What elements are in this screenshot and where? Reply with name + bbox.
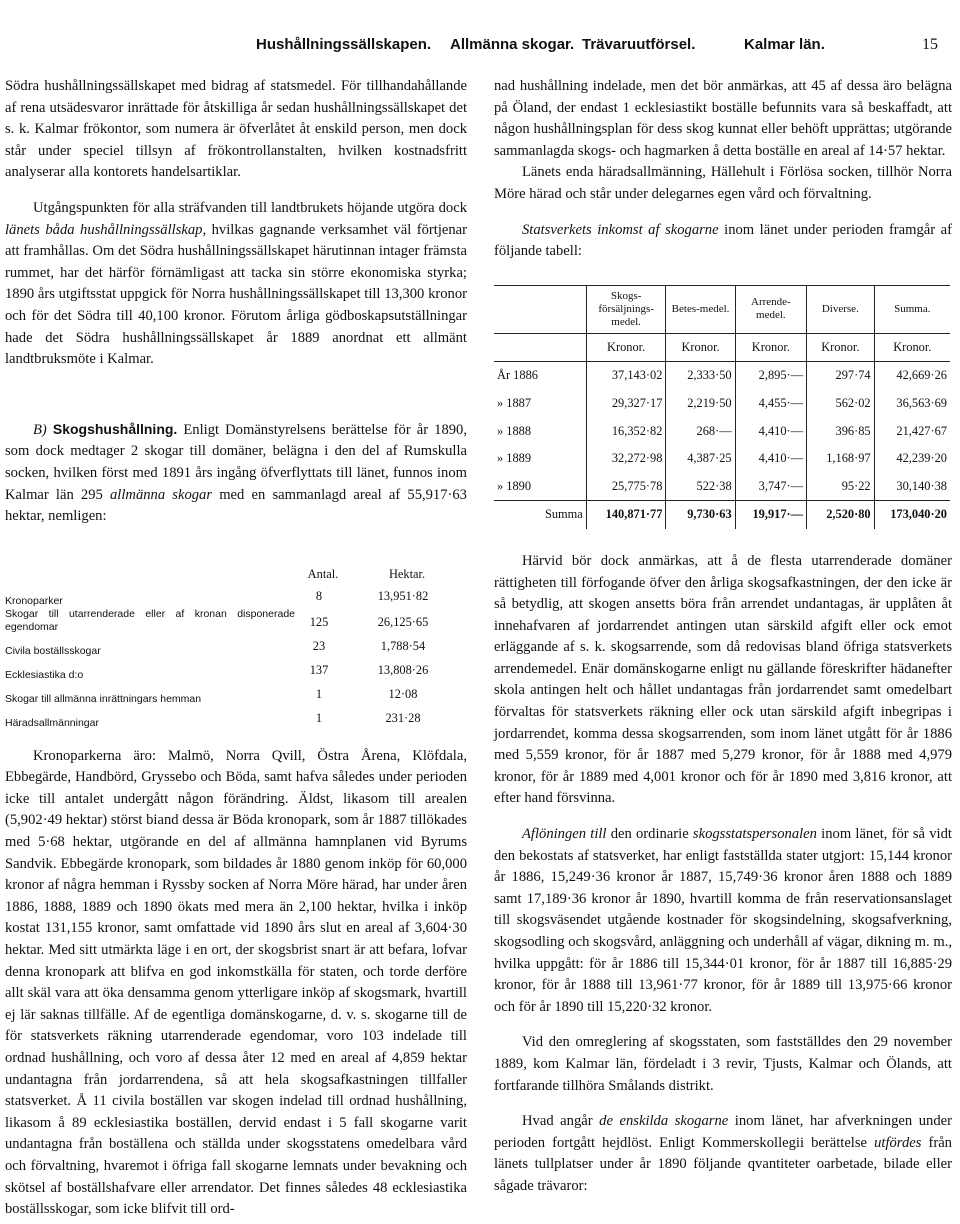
row-area: 26,125·65 <box>377 615 429 630</box>
row-area: 12·08 <box>388 687 418 702</box>
row-label: Häradsallmänningar <box>5 716 99 729</box>
row-label: Civila boställsskogar <box>5 644 101 657</box>
row-value: 1,168·97 <box>807 445 875 473</box>
column-header-sales: Skogs-försäljnings-medel. <box>586 285 666 333</box>
table-row <box>494 390 950 418</box>
forest-area-table <box>5 564 467 730</box>
row-value: 522·38 <box>666 473 735 501</box>
row-count: 137 <box>309 663 329 678</box>
left-paragraph-4: Kronoparkerna äro: Malmö, Norra Qvill, Östra Årena, Klöfdala, Ebbegärde, Handbörd, Gryssebo och Böda, samt hafva således under perioden icke till antalet undergått någon förändring. Äldst, likasom till arealen (5,902·49 hektar) störst biand dessa är Böda kronopark, som år 1887 tillökades med 5·68 hektar, utgörande en del af allmänna hamnplanen vid Byrums Sandvik. Ebbegärde kronopark, som bildades år 1880 genom inköp för 60,000 kronor af några hemman i Ryssby socken af Norra Möre härad, har under åren 1886, 1888, 1889 och 1890 ökats med mera än 2,100 hektar, hvilka i inköp kostat 131,155 kronor, samt omfattade vid 1890 års slut en areal af 3,604·30 hektar. Med sitt utmärkta läge i en ort, der skogsbrist snart är att befara, lofvar denna kronopark att blifva en god inkomstkälla för staten, och torde derföre allt skäl vara att öka densamma genom ytterligare inköp af skogsmark, hvartill ej lär saknas tillfälle. Af de egentliga domänskogarne, d. v. s. skogarne till de för statsverkets räkning utarrenderade egendomar, voro 103 indelade till ordnad hushållning, och voro af dessa åter 12 med en areal af 4,859 hektar undantagna från jordarrendena, så att hela skogsafkastningen tillfaller statsverket. Å 11 civila boställen var skogen indelad till ordnad hushållning, likasom å 89 ecklesiastika boställen, dervid endast i 5 fall skogarne varit undantagna från boställena och ställda under skogsstatens omedelbara vård och förvaltning, hvaremot i öfriga fall skogarne lemnats under bevakning och skötsel af boställshafvare eller arrendator. Det finnes således 48 ecklesiastika boställsskogar, som icke blifvit till ord- <box>5 747 467 1218</box>
column-header-misc: Diverse. <box>807 285 875 333</box>
row-area: 1,788·54 <box>380 639 426 654</box>
row-year: » 1889 <box>497 451 532 466</box>
row-count: 1 <box>315 711 323 726</box>
left-column <box>5 76 467 1221</box>
table-row <box>494 473 950 501</box>
column-header-count: Antal. <box>307 566 339 581</box>
row-area: 231·28 <box>385 711 421 726</box>
row-value: 21,427·67 <box>874 418 950 446</box>
row-year: » 1890 <box>497 478 532 493</box>
right-column <box>494 76 952 1198</box>
forest-area-table-header <box>5 564 467 584</box>
table-row <box>494 362 950 390</box>
table-row <box>5 584 467 608</box>
sum-label: Summa <box>494 501 586 529</box>
page-number: 15 <box>922 36 938 53</box>
row-value: 42,669·26 <box>874 362 950 390</box>
header-section-4: Kalmar län. <box>744 36 825 53</box>
sum-cell: 2,520·80 <box>807 501 875 529</box>
right-paragraph-1: nad hushållning indelade, men det bör anmärkas, att 45 af dessa äro belägna på Öland, der endast 1 ecklesiastikt boställe befunnits vara så beskaffadt, att någon hushållningsplan för dess skog kunnat eller behöft upprättas; utgörande sammanlagda skogs- och hagmarken å detta boställe en areal af 14·57 hektar. <box>494 78 952 159</box>
row-area: 13,951·82 <box>377 589 429 604</box>
table-row <box>5 682 467 706</box>
right-paragraph-6: Vid den omreglering af skogsstaten, som fastställdes den 29 november 1889, kom Kalmar län, fördeladt i 3 revir, Tjusts, Kalmar och Ölands, att fortfarande tillhöra Smålands distrikt. <box>494 1034 952 1094</box>
row-value: 36,563·69 <box>874 390 950 418</box>
row-value: 268·— <box>666 418 735 446</box>
sum-cell: 9,730·63 <box>666 501 735 529</box>
row-value: 29,327·17 <box>586 390 666 418</box>
right-paragraph-5: Aflöningen till den ordinarie skogsstatspersonalen inom länet, för så vidt den bekostats af statsverket, har enligt fastställda stater utgjort: 15,144 kronor år 1886, 15,249·36 kronor år 1887, 15,749·36 kronor åren 1888 och 1889 samt 17,189·36 kronor år 1890, hvartill komma de från reservationsanslaget till skogsväsendet utgående kostnader för skogsindelning, skogsafverkning, skogsodling och skogsvård, anläggning och underhåll af vägar, dikning m. m., hvilka uppgått: för år 1886 till 15,344·01 kronor, för år 1887 till 16,885·29 kronor, för år 1888 till 13,961·77 kronor, för år 1889 till 13,975·66 kronor och för år 1890 till 15,220·32 kronor. <box>494 826 952 1015</box>
row-value: 297·74 <box>807 362 875 390</box>
right-paragraph-3: Statsverkets inkomst af skogarne inom länet under perioden framgår af följande tabell: <box>494 221 953 260</box>
column-header-area: Hektar. <box>388 566 426 581</box>
row-value: 2,895·— <box>735 362 806 390</box>
row-label: Kronoparker <box>5 594 63 607</box>
row-value: 4,455·— <box>735 390 806 418</box>
sum-cell: 19,917·— <box>735 501 806 529</box>
unit-label: Kronor. <box>807 333 875 362</box>
row-year: » 1887 <box>497 395 532 410</box>
row-label: Skogar till allmänna inrättningars hemman <box>5 692 202 705</box>
row-value: 95·22 <box>807 473 875 501</box>
row-label: Skogar till utarrenderade eller af kronan disponerade egendomar <box>5 607 295 633</box>
table-row <box>494 418 950 446</box>
row-label: Ecklesiastika d:o <box>5 668 84 681</box>
header-section-3: Trävaruutförsel. <box>582 36 696 53</box>
row-value: 396·85 <box>807 418 875 446</box>
table-row <box>5 706 467 730</box>
left-paragraph-3: B) Skogshushållning. Enligt Domänstyrelsens berättelse för år 1890, som dock medtager 2 skogar till domäner, belägna i den del af Rumskulla socken, hvilken först med 1891 års ingång öfverflyttats till länet, funnos inom Kalmar län 295 allmänna skogar med en sammanlagd areal af 55,917·63 hektar, nemligen: <box>5 420 467 525</box>
income-table-body <box>494 362 950 501</box>
row-value: 4,410·— <box>735 418 806 446</box>
unit-label: Kronor. <box>666 333 735 362</box>
right-paragraph-2: Länets enda häradsallmänning, Hällehult i Förlösa socken, tillhör Norra Möre härad och står under delegarnes egen vård och förvaltning. <box>494 164 952 202</box>
forest-income-table <box>494 285 950 529</box>
right-paragraph-4: Härvid bör dock anmärkas, att å de flesta utarrenderade domäner rättigheten till förfogande öfver den årliga skogsafkastningen, der den icke är så betydlig, att skogen ansetts böra från arrendet undantagas, är upplåten åt innehafvaren af jordarrendet antingen utan särskild afgift eller ock emot erläggande af s. k. skogsarrende, som då redovisas bland öfriga statsverkets arrendemedel. Enär domänskogarne enligt nu gällande föreskrifter hädanefter skola antingen helt och hållet undantagas från jordarrendet samt omedelbart förvaltas för statsverkets räkning eller ock utan särskild afgift inbegripas i jordarrendet, komma dessa skogsarrenden, som inom länet utgått för år 1886 med 5,559 kronor, för år 1887 med 5,279 kronor, för år 1888 med 4,979 kronor, för år 1889 med 4,001 kronor och för år 1890 med 3,816 kronor, att efter hand försvinna. <box>494 552 952 807</box>
row-value: 42,239·20 <box>874 445 950 473</box>
unit-label: Kronor. <box>735 333 806 362</box>
header-section-1: Hushållningssällskapen. <box>256 36 432 53</box>
income-table-units-row <box>494 333 950 362</box>
row-value: 32,272·98 <box>586 445 666 473</box>
row-value: 30,140·38 <box>874 473 950 501</box>
header-section-2: Allmänna skogar. <box>450 36 575 53</box>
row-value: 2,219·50 <box>666 390 735 418</box>
row-value: 3,747·— <box>735 473 806 501</box>
column-header-grazing: Betes-medel. <box>666 285 735 333</box>
running-header <box>256 36 940 58</box>
table-row <box>5 634 467 658</box>
left-paragraph-2: Utgångspunkten för alla sträfvanden till landtbrukets höjande utgöra dock länets båda hushållningssällskap, hvilkas gagnande verksamhet väl förtjenar att framhållas. Om det Södra hushållningssällskapet härutinnan intager främsta rummet, har det härför förnämligast att tacka sin större ekonomiska styrka; 1890 års utgiftsstat uppgick för Norra hushållningssällskapet till 13,300 kronor och för det Södra till 40,100 kronor. Förutom årliga gödboskapsutställningar hade det Södra hushållningssällskapet år 1889 anordnat ett allmänt landtbruksmöte i Kalmar. <box>5 199 467 368</box>
table-row <box>5 658 467 682</box>
year-column-header <box>494 285 586 333</box>
row-value: 16,352·82 <box>586 418 666 446</box>
unit-label: Kronor. <box>586 333 666 362</box>
row-value: 562·02 <box>807 390 875 418</box>
forest-area-rows <box>5 584 467 730</box>
row-value: 4,387·25 <box>666 445 735 473</box>
right-paragraph-7: Hvad angår de enskilda skogarne inom länet, har afverkningen under perioden fortgått hejdlöst. Enligt Kommerskollegii berättelse utfördes från länets tullplatser under år 1890 följande qvantiteter oarbetade, bilade eller sågade trävaror: <box>494 1113 952 1194</box>
column-header-total: Summa. <box>874 285 950 333</box>
row-count: 23 <box>312 639 326 654</box>
sum-cell: 173,040·20 <box>874 501 950 529</box>
row-value: 25,775·78 <box>586 473 666 501</box>
row-value: 2,333·50 <box>666 362 735 390</box>
income-table-sum-row <box>494 501 950 529</box>
left-paragraph-1: Södra hushållningssällskapet med bidrag af statsmedel. För tillhandahållande af rena utsädesvaror inrättade för åtskilliga år sedan hushållningssällskapet det s. k. Kalmar frökontor, som numera är öfverlåtet åt enskild person, men dock står under speciel tillsyn af frökontrollanstalten, hvilken kostnadsfritt analyserar alla kontorets handelsartiklar. <box>5 78 467 181</box>
row-year: » 1888 <box>497 423 532 438</box>
table-row <box>5 608 467 634</box>
table-row <box>494 445 950 473</box>
row-count: 1 <box>315 687 323 702</box>
unit-label: Kronor. <box>874 333 950 362</box>
row-count: 8 <box>315 589 323 604</box>
column-header-lease: Arrende-medel. <box>735 285 806 333</box>
sum-cell: 140,871·77 <box>586 501 666 529</box>
row-count: 125 <box>309 615 329 630</box>
row-value: 4,410·— <box>735 445 806 473</box>
row-year: År 1886 <box>497 368 538 383</box>
income-table-header-row <box>494 285 950 333</box>
row-area: 13,808·26 <box>377 663 429 678</box>
row-value: 37,143·02 <box>586 362 666 390</box>
